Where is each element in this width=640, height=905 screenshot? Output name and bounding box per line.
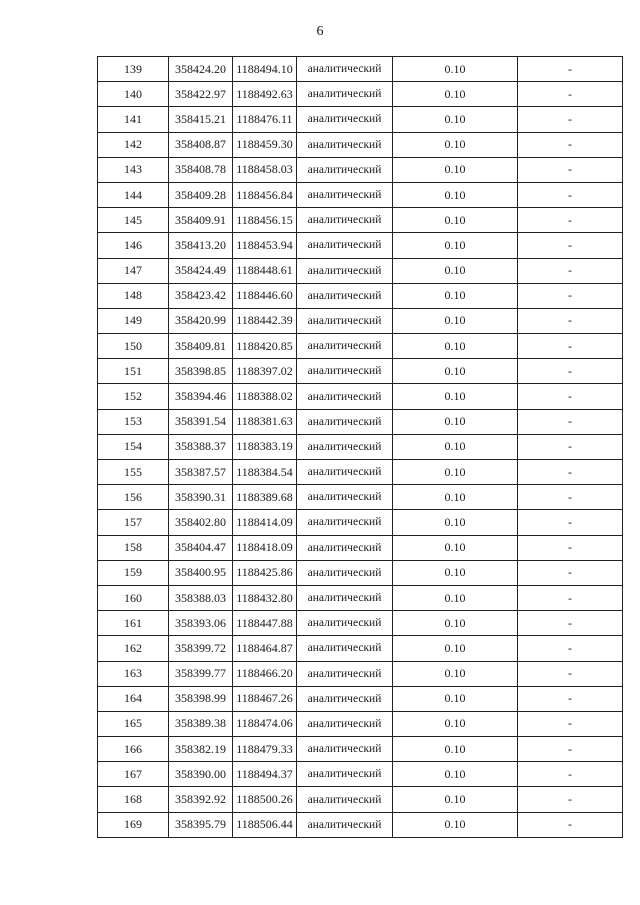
cell-point-number: 154 [98, 434, 169, 459]
cell-accuracy: 0.10 [393, 182, 518, 207]
cell-method: аналитический [297, 711, 393, 736]
table-row [98, 485, 623, 510]
cell-method: аналитический [297, 535, 393, 560]
cell-point-number: 166 [98, 737, 169, 762]
table-row [98, 208, 623, 233]
cell-note: - [518, 686, 623, 711]
cell-accuracy: 0.10 [393, 535, 518, 560]
cell-note: - [518, 384, 623, 409]
cell-point-number: 159 [98, 560, 169, 585]
cell-coord-x: 358395.79 [169, 812, 233, 837]
cell-coord-x: 358382.19 [169, 737, 233, 762]
cell-note: - [518, 57, 623, 82]
cell-accuracy: 0.10 [393, 384, 518, 409]
cell-coord-y: 1188494.10 [233, 57, 297, 82]
table-row [98, 585, 623, 610]
cell-point-number: 163 [98, 661, 169, 686]
cell-note: - [518, 283, 623, 308]
cell-point-number: 150 [98, 334, 169, 359]
cell-note: - [518, 157, 623, 182]
cell-accuracy: 0.10 [393, 711, 518, 736]
table-row [98, 737, 623, 762]
cell-point-number: 161 [98, 611, 169, 636]
cell-note: - [518, 611, 623, 636]
cell-method: аналитический [297, 611, 393, 636]
cell-accuracy: 0.10 [393, 359, 518, 384]
cell-coord-y: 1188506.44 [233, 812, 297, 837]
cell-coord-y: 1188494.37 [233, 762, 297, 787]
cell-method: аналитический [297, 384, 393, 409]
cell-coord-x: 358394.46 [169, 384, 233, 409]
cell-point-number: 158 [98, 535, 169, 560]
cell-coord-y: 1188383.19 [233, 434, 297, 459]
cell-coord-x: 358424.49 [169, 258, 233, 283]
cell-coord-y: 1188476.11 [233, 107, 297, 132]
cell-coord-y: 1188397.02 [233, 359, 297, 384]
cell-point-number: 145 [98, 208, 169, 233]
cell-accuracy: 0.10 [393, 57, 518, 82]
cell-method: аналитический [297, 334, 393, 359]
cell-method: аналитический [297, 308, 393, 333]
cell-method: аналитический [297, 686, 393, 711]
cell-point-number: 141 [98, 107, 169, 132]
table-row [98, 434, 623, 459]
cell-note: - [518, 535, 623, 560]
coordinates-table-body [98, 57, 623, 838]
cell-accuracy: 0.10 [393, 560, 518, 585]
cell-note: - [518, 359, 623, 384]
table-row [98, 460, 623, 485]
table-row [98, 157, 623, 182]
cell-point-number: 157 [98, 510, 169, 535]
cell-accuracy: 0.10 [393, 308, 518, 333]
table-row [98, 283, 623, 308]
cell-note: - [518, 82, 623, 107]
cell-method: аналитический [297, 258, 393, 283]
cell-accuracy: 0.10 [393, 434, 518, 459]
cell-note: - [518, 762, 623, 787]
cell-coord-y: 1188459.30 [233, 132, 297, 157]
cell-note: - [518, 258, 623, 283]
cell-coord-x: 358424.20 [169, 57, 233, 82]
cell-coord-y: 1188492.63 [233, 82, 297, 107]
cell-point-number: 164 [98, 686, 169, 711]
cell-coord-y: 1188388.02 [233, 384, 297, 409]
cell-coord-x: 358420.99 [169, 308, 233, 333]
cell-note: - [518, 460, 623, 485]
cell-coord-x: 358387.57 [169, 460, 233, 485]
cell-note: - [518, 510, 623, 535]
cell-accuracy: 0.10 [393, 737, 518, 762]
cell-point-number: 169 [98, 812, 169, 837]
cell-coord-y: 1188456.84 [233, 182, 297, 207]
cell-accuracy: 0.10 [393, 661, 518, 686]
table-row [98, 611, 623, 636]
cell-accuracy: 0.10 [393, 409, 518, 434]
cell-coord-y: 1188381.63 [233, 409, 297, 434]
cell-point-number: 156 [98, 485, 169, 510]
cell-method: аналитический [297, 57, 393, 82]
cell-coord-y: 1188418.09 [233, 535, 297, 560]
cell-coord-y: 1188479.33 [233, 737, 297, 762]
cell-method: аналитический [297, 661, 393, 686]
cell-coord-x: 358398.85 [169, 359, 233, 384]
cell-coord-y: 1188448.61 [233, 258, 297, 283]
cell-coord-y: 1188464.87 [233, 636, 297, 661]
page-number: 6 [316, 24, 324, 39]
cell-method: аналитический [297, 762, 393, 787]
cell-accuracy: 0.10 [393, 157, 518, 182]
table-row [98, 560, 623, 585]
cell-coord-x: 358404.47 [169, 535, 233, 560]
cell-note: - [518, 107, 623, 132]
table-row [98, 510, 623, 535]
cell-coord-y: 1188474.06 [233, 711, 297, 736]
cell-coord-x: 358408.78 [169, 157, 233, 182]
cell-method: аналитический [297, 233, 393, 258]
table-row [98, 711, 623, 736]
cell-note: - [518, 334, 623, 359]
cell-method: аналитический [297, 82, 393, 107]
cell-coord-y: 1188447.88 [233, 611, 297, 636]
cell-method: аналитический [297, 182, 393, 207]
cell-coord-y: 1188456.15 [233, 208, 297, 233]
cell-accuracy: 0.10 [393, 82, 518, 107]
cell-accuracy: 0.10 [393, 460, 518, 485]
cell-note: - [518, 233, 623, 258]
table-row [98, 182, 623, 207]
table-row [98, 107, 623, 132]
cell-note: - [518, 661, 623, 686]
cell-point-number: 152 [98, 384, 169, 409]
cell-coord-y: 1188458.03 [233, 157, 297, 182]
cell-coord-x: 358408.87 [169, 132, 233, 157]
table-row [98, 661, 623, 686]
cell-coord-x: 358400.95 [169, 560, 233, 585]
cell-note: - [518, 485, 623, 510]
table-row [98, 82, 623, 107]
cell-coord-x: 358409.91 [169, 208, 233, 233]
cell-accuracy: 0.10 [393, 334, 518, 359]
cell-coord-x: 358399.77 [169, 661, 233, 686]
cell-point-number: 142 [98, 132, 169, 157]
cell-coord-y: 1188384.54 [233, 460, 297, 485]
cell-method: аналитический [297, 132, 393, 157]
cell-coord-x: 358399.72 [169, 636, 233, 661]
cell-coord-x: 358409.28 [169, 182, 233, 207]
cell-point-number: 148 [98, 283, 169, 308]
cell-note: - [518, 711, 623, 736]
table-row [98, 384, 623, 409]
table-row [98, 334, 623, 359]
table-row [98, 686, 623, 711]
table-row [98, 308, 623, 333]
cell-note: - [518, 308, 623, 333]
cell-coord-y: 1188453.94 [233, 233, 297, 258]
table-row [98, 409, 623, 434]
cell-point-number: 165 [98, 711, 169, 736]
cell-method: аналитический [297, 585, 393, 610]
cell-accuracy: 0.10 [393, 636, 518, 661]
cell-note: - [518, 636, 623, 661]
cell-coord-x: 358390.31 [169, 485, 233, 510]
cell-coord-x: 358393.06 [169, 611, 233, 636]
cell-method: аналитический [297, 434, 393, 459]
cell-method: аналитический [297, 283, 393, 308]
cell-coord-x: 358409.81 [169, 334, 233, 359]
cell-accuracy: 0.10 [393, 787, 518, 812]
cell-coord-y: 1188467.26 [233, 686, 297, 711]
cell-coord-x: 358423.42 [169, 283, 233, 308]
cell-method: аналитический [297, 636, 393, 661]
cell-accuracy: 0.10 [393, 686, 518, 711]
cell-point-number: 144 [98, 182, 169, 207]
cell-point-number: 151 [98, 359, 169, 384]
cell-point-number: 143 [98, 157, 169, 182]
table-row [98, 762, 623, 787]
cell-note: - [518, 585, 623, 610]
cell-coord-y: 1188425.86 [233, 560, 297, 585]
cell-coord-x: 358391.54 [169, 409, 233, 434]
cell-method: аналитический [297, 560, 393, 585]
cell-accuracy: 0.10 [393, 283, 518, 308]
table-row [98, 812, 623, 837]
cell-coord-y: 1188442.39 [233, 308, 297, 333]
cell-note: - [518, 434, 623, 459]
cell-accuracy: 0.10 [393, 585, 518, 610]
cell-accuracy: 0.10 [393, 233, 518, 258]
cell-coord-x: 358402.80 [169, 510, 233, 535]
cell-point-number: 149 [98, 308, 169, 333]
cell-point-number: 155 [98, 460, 169, 485]
cell-method: аналитический [297, 812, 393, 837]
cell-accuracy: 0.10 [393, 611, 518, 636]
table-row [98, 535, 623, 560]
cell-coord-y: 1188500.26 [233, 787, 297, 812]
cell-coord-y: 1188466.20 [233, 661, 297, 686]
cell-note: - [518, 182, 623, 207]
cell-point-number: 140 [98, 82, 169, 107]
cell-coord-x: 358388.03 [169, 585, 233, 610]
cell-point-number: 153 [98, 409, 169, 434]
cell-accuracy: 0.10 [393, 208, 518, 233]
cell-coord-y: 1188432.80 [233, 585, 297, 610]
cell-method: аналитический [297, 208, 393, 233]
cell-method: аналитический [297, 409, 393, 434]
cell-accuracy: 0.10 [393, 762, 518, 787]
coordinates-table [97, 56, 623, 838]
cell-coord-x: 358392.92 [169, 787, 233, 812]
table-row [98, 233, 623, 258]
cell-coord-x: 358422.97 [169, 82, 233, 107]
cell-coord-y: 1188389.68 [233, 485, 297, 510]
cell-point-number: 147 [98, 258, 169, 283]
cell-accuracy: 0.10 [393, 485, 518, 510]
cell-coord-x: 358388.37 [169, 434, 233, 459]
cell-note: - [518, 208, 623, 233]
cell-method: аналитический [297, 359, 393, 384]
cell-method: аналитический [297, 107, 393, 132]
cell-coord-y: 1188414.09 [233, 510, 297, 535]
cell-accuracy: 0.10 [393, 107, 518, 132]
cell-note: - [518, 812, 623, 837]
cell-method: аналитический [297, 157, 393, 182]
cell-method: аналитический [297, 510, 393, 535]
cell-coord-y: 1188446.60 [233, 283, 297, 308]
cell-coord-x: 358390.00 [169, 762, 233, 787]
cell-method: аналитический [297, 737, 393, 762]
cell-point-number: 162 [98, 636, 169, 661]
cell-point-number: 167 [98, 762, 169, 787]
table-row [98, 132, 623, 157]
cell-note: - [518, 737, 623, 762]
cell-point-number: 139 [98, 57, 169, 82]
cell-accuracy: 0.10 [393, 132, 518, 157]
cell-method: аналитический [297, 460, 393, 485]
cell-point-number: 160 [98, 585, 169, 610]
cell-accuracy: 0.10 [393, 510, 518, 535]
cell-point-number: 146 [98, 233, 169, 258]
table-row [98, 636, 623, 661]
cell-note: - [518, 132, 623, 157]
cell-method: аналитический [297, 787, 393, 812]
cell-coord-x: 358415.21 [169, 107, 233, 132]
cell-accuracy: 0.10 [393, 258, 518, 283]
table-row [98, 57, 623, 82]
cell-coord-x: 358398.99 [169, 686, 233, 711]
table-row [98, 258, 623, 283]
cell-coord-y: 1188420.85 [233, 334, 297, 359]
cell-note: - [518, 787, 623, 812]
cell-note: - [518, 560, 623, 585]
cell-note: - [518, 409, 623, 434]
cell-point-number: 168 [98, 787, 169, 812]
cell-method: аналитический [297, 485, 393, 510]
cell-coord-x: 358389.38 [169, 711, 233, 736]
cell-coord-x: 358413.20 [169, 233, 233, 258]
table-row [98, 787, 623, 812]
cell-accuracy: 0.10 [393, 812, 518, 837]
table-row [98, 359, 623, 384]
